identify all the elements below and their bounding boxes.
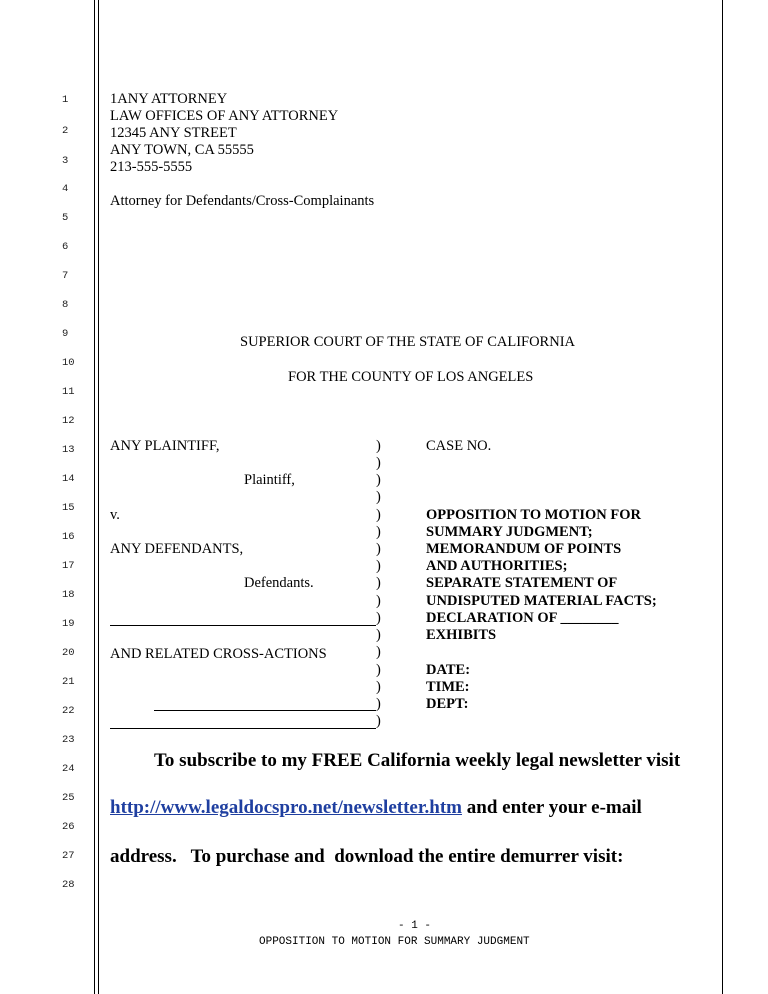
line-number: 20 <box>62 647 75 659</box>
hearing-date: DATE: <box>426 662 471 678</box>
related-actions: AND RELATED CROSS-ACTIONS <box>110 646 327 662</box>
plaintiff-label: Plaintiff, <box>244 472 295 488</box>
newsletter-link[interactable]: http://www.legaldocspro.net/newsletter.htm <box>110 797 463 818</box>
paren: ) <box>376 644 381 660</box>
line-number: 13 <box>62 444 75 456</box>
line-number: 28 <box>62 879 75 891</box>
line-number: 5 <box>62 212 69 224</box>
line-number: 26 <box>62 821 75 833</box>
document-title-line: AND AUTHORITIES; <box>426 558 568 574</box>
caption-underline <box>154 710 376 711</box>
document-title-line: MEMORANDUM OF POINTS <box>426 541 622 557</box>
line-number: 19 <box>62 618 75 630</box>
paren: ) <box>376 662 381 678</box>
left-margin-rule-inner <box>98 0 99 994</box>
line-number: 23 <box>62 734 75 746</box>
hearing-dept: DEPT: <box>426 696 469 712</box>
paren: ) <box>376 541 381 557</box>
attorney-city: ANY TOWN, CA 55555 <box>110 142 254 158</box>
document-title-line: EXHIBITS <box>426 627 497 643</box>
line-number: 8 <box>62 299 69 311</box>
footer-title: OPPOSITION TO MOTION FOR SUMMARY JUDGMENT <box>259 936 530 948</box>
line-number: 18 <box>62 589 75 601</box>
versus: v. <box>110 507 120 523</box>
defendant-label: Defendants. <box>244 575 314 591</box>
paren: ) <box>376 558 381 574</box>
attorney-firm: LAW OFFICES OF ANY ATTORNEY <box>110 108 339 124</box>
caption-underline <box>110 728 376 729</box>
line-number: 21 <box>62 676 75 688</box>
plaintiff-name: ANY PLAINTIFF, <box>110 438 220 454</box>
body-line: address. To purchase and download the entire demurrer visit: <box>110 846 624 867</box>
left-margin-rule-outer <box>94 0 95 994</box>
line-number: 22 <box>62 705 75 717</box>
page-number: - 1 - <box>398 920 432 932</box>
line-number: 10 <box>62 357 75 369</box>
paren: ) <box>376 713 381 729</box>
paren: ) <box>376 679 381 695</box>
line-number: 17 <box>62 560 75 572</box>
line-number: 15 <box>62 502 75 514</box>
paren: ) <box>376 507 381 523</box>
line-number: 27 <box>62 850 75 862</box>
court-county: FOR THE COUNTY OF LOS ANGELES <box>288 369 534 385</box>
body-line-text: and enter your e-mail <box>462 797 642 818</box>
court-name: SUPERIOR COURT OF THE STATE OF CALIFORNIA <box>240 334 576 350</box>
line-number: 1 <box>62 94 69 106</box>
paren: ) <box>376 575 381 591</box>
line-number: 25 <box>62 792 75 804</box>
line-number: 14 <box>62 473 75 485</box>
attorney-phone: 213-555-5555 <box>110 159 193 175</box>
line-number: 11 <box>62 386 75 398</box>
paren: ) <box>376 524 381 540</box>
line-number: 4 <box>62 183 69 195</box>
hearing-time: TIME: <box>426 679 470 695</box>
attorney-name: 1ANY ATTORNEY <box>110 91 228 107</box>
paren: ) <box>376 696 381 712</box>
line-number: 6 <box>62 241 69 253</box>
defendant-name: ANY DEFENDANTS, <box>110 541 244 557</box>
line-number: 7 <box>62 270 69 282</box>
line-number: 3 <box>62 155 69 167</box>
line-number: 24 <box>62 763 75 775</box>
body-line: To subscribe to my FREE California weekly legal newsletter visit <box>154 750 681 771</box>
document-title-line: UNDISPUTED MATERIAL FACTS; <box>426 593 657 609</box>
document-title-line: DECLARATION OF ________ <box>426 610 619 626</box>
attorney-role: Attorney for Defendants/Cross-Complainants <box>110 193 375 209</box>
document-title-line: OPPOSITION TO MOTION FOR <box>426 507 641 523</box>
right-margin-rule <box>722 0 723 994</box>
paren: ) <box>376 472 381 488</box>
paren: ) <box>376 489 381 505</box>
document-title-line: SEPARATE STATEMENT OF <box>426 575 618 591</box>
paren: ) <box>376 610 381 626</box>
line-number: 12 <box>62 415 75 427</box>
caption-underline <box>110 625 376 626</box>
paren: ) <box>376 627 381 643</box>
line-number: 16 <box>62 531 75 543</box>
line-number: 2 <box>62 125 69 137</box>
paren: ) <box>376 593 381 609</box>
line-number: 9 <box>62 328 69 340</box>
document-title-line: SUMMARY JUDGMENT; <box>426 524 593 540</box>
case-number: CASE NO. <box>426 438 492 454</box>
paren: ) <box>376 438 381 454</box>
body-line <box>110 797 642 819</box>
attorney-street: 12345 ANY STREET <box>110 125 237 141</box>
paren: ) <box>376 455 381 471</box>
